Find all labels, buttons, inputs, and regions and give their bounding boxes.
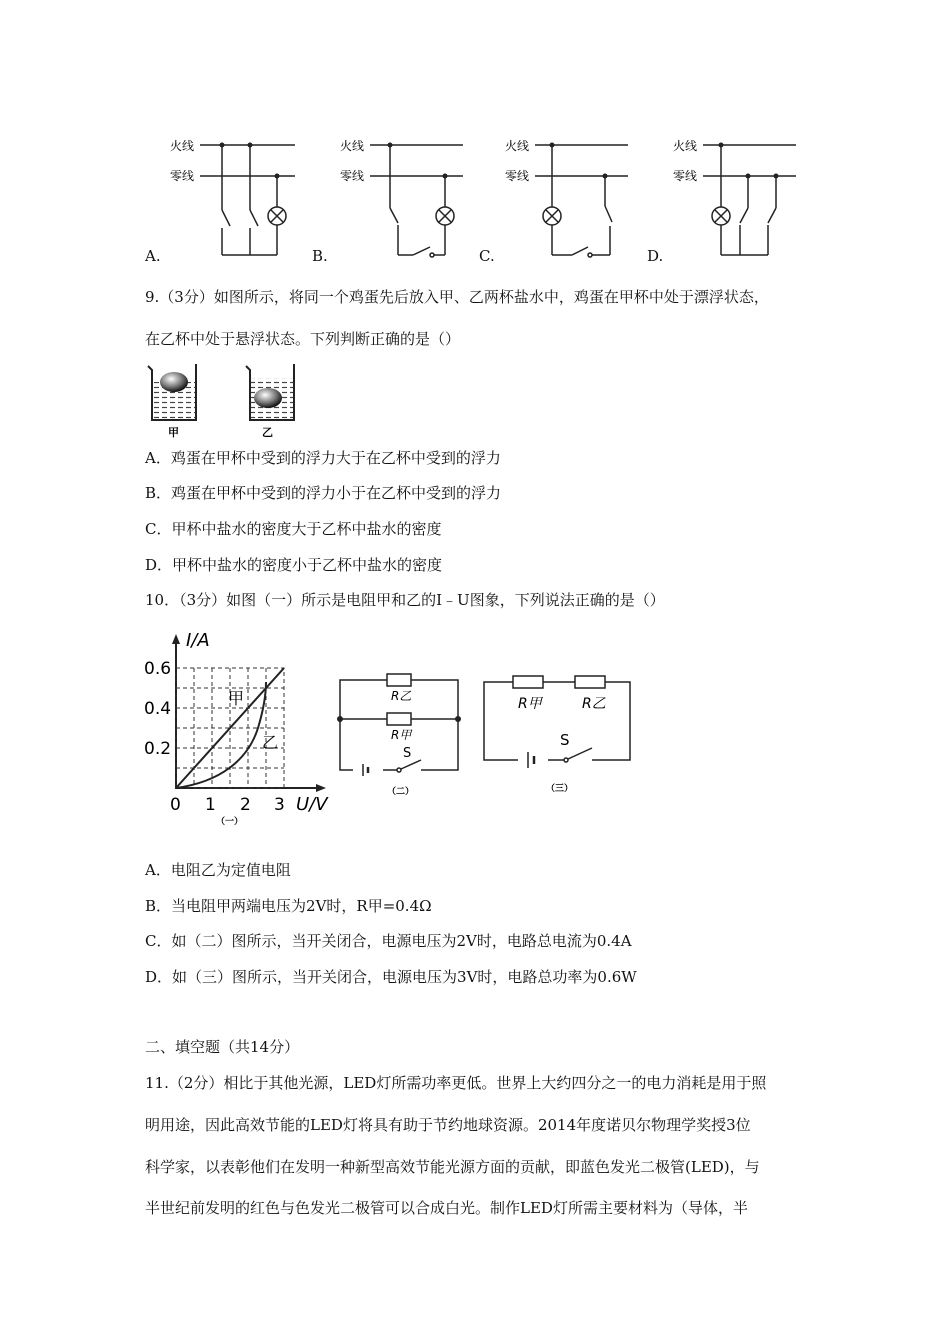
cup-label-jia: 甲: [168, 426, 179, 439]
q8-option-b: B.: [312, 247, 328, 265]
resistor-label-bottom: R甲: [391, 728, 412, 742]
q10-circuit-3: [478, 672, 638, 801]
q10-option-a: A．电阻乙为定值电阻: [145, 861, 291, 879]
q11-line-2: 明用途，因此高效节能的LED灯将具有助于节约地球资源。2014年度诺贝尔物理学奖授3位: [145, 1116, 751, 1134]
q11-line-1: 11.（2分）相比于其他光源，LED灯所需功率更低。世界上大约四分之一的电力消耗是用于照: [145, 1074, 767, 1092]
q9-option-d: D．甲杯中盐水的密度小于乙杯中盐水的密度: [145, 556, 443, 574]
q8-circuit-c: [500, 130, 635, 269]
neutral-wire-label: 零线: [673, 169, 698, 183]
neutral-wire-label: 零线: [170, 169, 195, 183]
q10-circuit-2: [335, 670, 465, 804]
q8-circuit-b: [335, 130, 470, 269]
x-tick-1: 1: [205, 795, 216, 815]
q9-stem-line2: 在乙杯中处于悬浮状态。下列判断正确的是（）: [145, 330, 461, 348]
neutral-wire-label: 零线: [340, 169, 365, 183]
switch-label: S: [560, 731, 570, 749]
graph-caption: （一）: [216, 817, 244, 827]
q9-option-b: B．鸡蛋在甲杯中受到的浮力小于在乙杯中受到的浮力: [145, 484, 502, 502]
y-tick-0.6: 0.6: [144, 659, 172, 679]
q10-iu-graph: [140, 620, 340, 834]
cup-label-yi: 乙: [262, 426, 273, 439]
q9-stem-line1: 9.（3分）如图所示，将同一个鸡蛋先后放入甲、乙两杯盐水中，鸡蛋在甲杯中处于漂浮状态，: [145, 288, 769, 306]
live-wire-label: 火线: [170, 139, 195, 153]
resistor-label-right: R乙: [582, 696, 606, 712]
x-tick-2: 2: [240, 795, 251, 815]
q10-option-b: B．当电阻甲两端电压为2V时，R甲=0.4Ω: [145, 897, 432, 915]
q8-circuit-a: [165, 130, 300, 269]
resistor-label-top: R乙: [391, 689, 412, 703]
q10-option-d: D．如（三）图所示，当开关闭合，电源电压为3V时，电路总功率为0.6W: [145, 968, 637, 986]
q10-option-c: C．如（二）图所示，当开关闭合，电源电压为2V时，电路总电流为0.4A: [145, 932, 632, 950]
y-axis-label: I/A: [186, 630, 210, 651]
x-axis-label: U/V: [296, 794, 328, 815]
curve-label-yi: 乙: [262, 733, 279, 752]
x-tick-0: 0: [170, 795, 181, 815]
q8-circuit-d: [668, 130, 803, 269]
neutral-wire-label: 零线: [505, 169, 530, 183]
y-tick-0.2: 0.2: [144, 739, 172, 759]
live-wire-label: 火线: [340, 139, 365, 153]
live-wire-label: 火线: [505, 139, 530, 153]
live-wire-label: 火线: [673, 139, 698, 153]
q9-cups-figure: [145, 360, 315, 444]
q8-option-a: A.: [145, 247, 161, 265]
q10-stem: 10．（3分）如图（一）所示是电阻甲和乙的I﹣U图象，下列说法正确的是（）: [145, 591, 665, 609]
q9-option-a: A．鸡蛋在甲杯中受到的浮力大于在乙杯中受到的浮力: [145, 449, 501, 467]
x-tick-3: 3: [274, 795, 285, 815]
resistor-label-left: R甲: [518, 696, 542, 712]
curve-label-jia: 甲: [228, 689, 245, 708]
q11-line-3: 科学家，以表彰他们在发明一种新型高效节能光源方面的贡献，即蓝色发光二极管(LED)，与: [145, 1158, 760, 1176]
circuit3-caption: （三）: [546, 784, 574, 794]
y-tick-0.4: 0.4: [144, 699, 172, 719]
q8-option-c: C.: [479, 247, 495, 265]
switch-label: S: [403, 746, 412, 761]
q11-line-4: 半世纪前发明的红色与色发光二极管可以合成白光。制作LED灯所需主要材料为（导体，半: [145, 1199, 748, 1217]
section-heading-fill-in: 二、填空题（共14分）: [145, 1038, 300, 1056]
q8-option-d: D.: [647, 247, 664, 265]
q9-option-c: C．甲杯中盐水的密度大于乙杯中盐水的密度: [145, 520, 442, 538]
circuit2-caption: （二）: [387, 787, 415, 797]
